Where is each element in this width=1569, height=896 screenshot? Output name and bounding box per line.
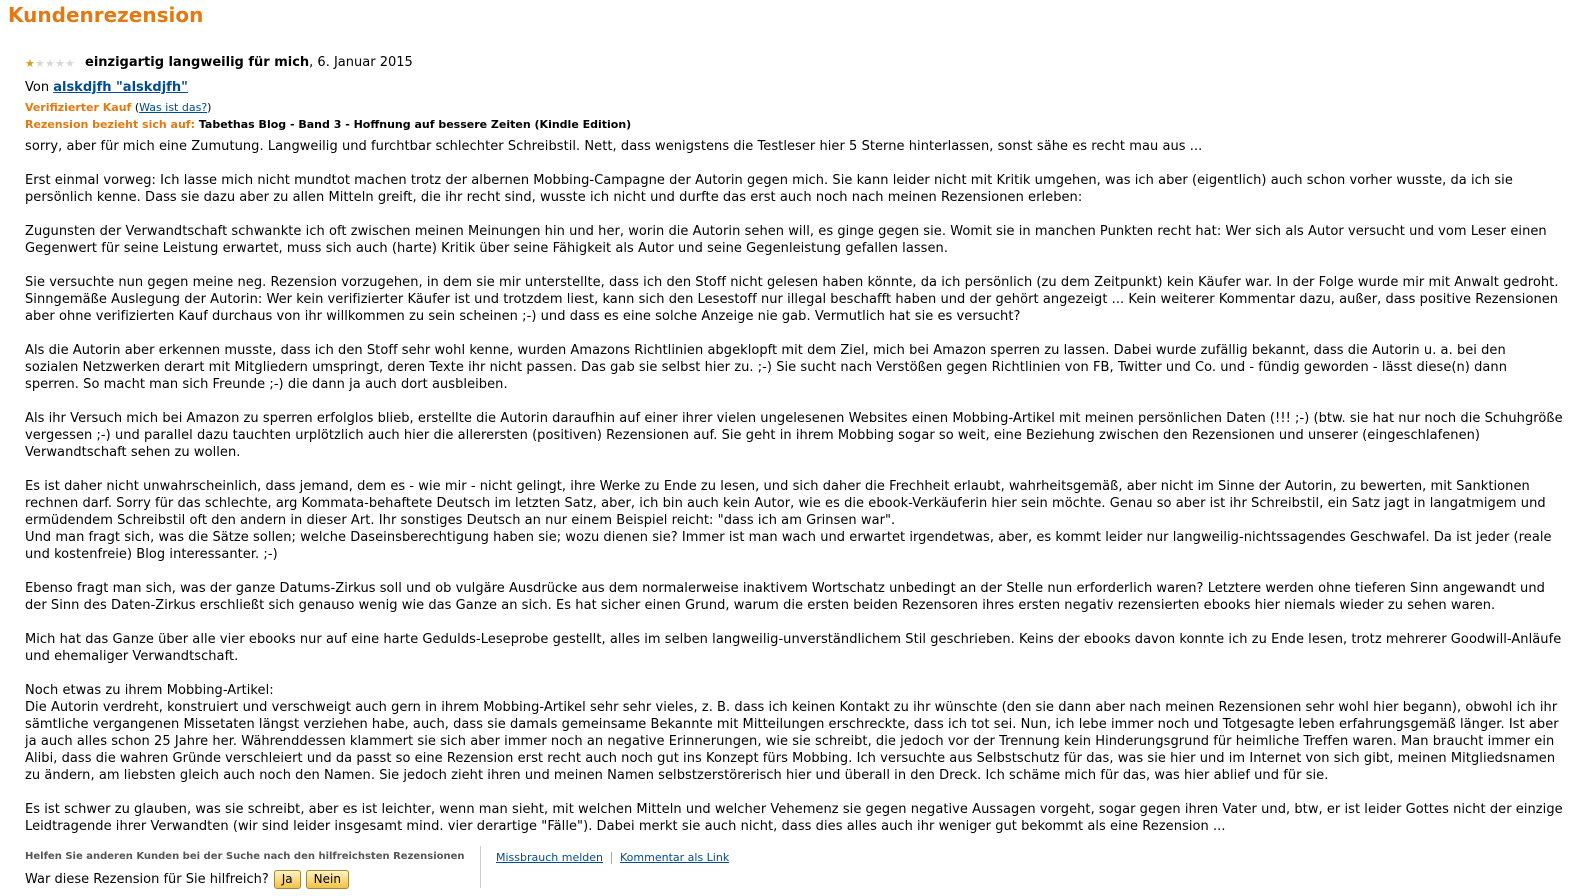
product-name: Tabethas Blog - Band 3 - Hoffnung auf bessere Zeiten (Kindle Edition) xyxy=(198,118,632,131)
review-date: , 6. Januar 2015 xyxy=(309,55,413,70)
paren-open: ( xyxy=(131,101,140,114)
helpful-question: War diese Rezension für Sie hilfreich? xyxy=(25,872,269,887)
by-prefix: Von xyxy=(25,80,54,95)
verified-purchase xyxy=(25,101,1563,118)
separator xyxy=(611,852,612,864)
star-empty-icon: ★ xyxy=(35,57,45,70)
star-empty-icon: ★ xyxy=(65,57,75,70)
star-filled-icon: ★ xyxy=(25,57,35,70)
help-text: Helfen Sie anderen Kunden bei der Suche nach den hilfreichsten Rezensionen xyxy=(25,851,465,862)
star-rating xyxy=(25,58,75,69)
review-actions xyxy=(496,851,729,864)
report-abuse-link[interactable]: Missbrauch melden xyxy=(496,851,604,864)
permalink-link[interactable]: Kommentar als Link xyxy=(620,851,730,864)
review-title: einzigartig langweilig für mich xyxy=(85,55,310,70)
author-line xyxy=(25,80,1563,98)
verified-label: Verifizierter Kauf xyxy=(25,101,132,114)
review-about xyxy=(25,118,1563,135)
what-is-this-link[interactable]: Was ist das? xyxy=(139,101,208,114)
star-empty-icon: ★ xyxy=(45,57,55,70)
review xyxy=(25,55,1563,835)
review-body: sorry, aber für mich eine Zumutung. Langweilig und furchtbar schlechter Schreibstil. Nett, dass wenigstens die Testleser hier 5 Sterne hinterlassen, sonst sähe es recht mau aus ... Erst einmal vorweg: Ich lasse mich nicht mundtot machen trotz der albernen Mobbing-Campagne der Autorin gegen mich. Sie kann leider nicht mit Kritik umgehen, was ich aber (eigentlich) auch schon vorher wusste, da ich sie persönlich kenne. Dass sie dazu aber zu allen Mitteln greift, die ihr recht sind, wusste ich nicht und durfte das erst auch noch nach meinen Rezensionen erleben: Zugunsten der Verwandtschaft schwankte ich oft zwischen meinen Meinungen hin und her, worin die Autorin sehen will, es ginge gegen sie. Womit sie in manchen Punkten recht hat: Wer sich als Autor versucht und vom Leser einen Gegenwert für seine Leistung erwartet, muss sich auch (harte) Kritik über seine Fähigkeit als Autor und seine Gegenleistung gefallen lassen. Sie versuchte nun gegen meine neg. Rezension vorzugehen, in dem sie mir unterstellte, dass ich den Stoff nicht gelesen haben könnte, da ich persönlich (zu dem Zeitpunkt) kein Käufer war. In der Folge wurde mir mit Anwalt gedroht. Sinngemäße Auslegung der Autorin: Wer kein verifizierter Käufer ist und trotzdem liest, kann sich den Lesestoff nur illegal beschafft haben und der gehört angezeigt ... Kein weiterer Kommentar dazu, außer, dass positive Rezensionen aber ohne verifizierten Kauf durchaus von ihr willkommen zu sein scheinen ;-) und dass es eine solche Anzeige nie gab. Vermutlich hat sie es versucht? Als die Autorin aber erkennen musste, dass ich den Stoff sehr wohl kenne, wurden Amazons Richtlinien abgeklopft mit dem Ziel, mich bei Amazon sperren zu lassen. Dabei wurde zufällig bekannt, dass die Autorin u. a. bei den sozialen Netzwerken derart mit Mitgliedern umspringt, deren Texte ihr nicht passen. Das gab sie selbst hier zu. ;-) Sie sucht nach Verstößen gegen Richtlinien von FB, Twitter und Co. und - fündig geworden - lässt diese(n) dann sperren. So macht man sich Freunde ;-) die dann ja auch dort ausbleiben. Als ihr Versuch mich bei Amazon zu sperren erfolglos blieb, erstellte die Autorin daraufhin auf einer ihrer vielen ungelesenen Websites einen Mobbing-Artikel mit meinen persönlichen Daten (!!! ;-) (btw. sie hat nur noch die Schuhgröße vergessen ;-) und parallel dazu tauchten urplötzlich auch hier die allerersten (positiven) Rezensionen auf. Sie geht in ihrem Mobbing sogar so weit, eine Beziehung zwischen den Rezensionen und unserer (eingeschlafenen) Verwandtschaft sehen zu wollen. Es ist daher nicht unwahrscheinlich, dass jemand, dem es - wie mir - nicht gelingt, ihre Werke zu Ende zu lesen, und sich daher die Frechheit erlaubt, wahrheitsgemäß, aber nicht im Sinne der Autorin, zu bewerten, mit Sanktionen rechnen darf. Sorry für das schlechte, arg Kommata-behaftete Deutsch im letzten Satz, aber, ich bin auch kein Autor, wie es die ebook-Verkäuferin hier sein möchte. Genau so aber ist ihr Schreibstil, ein Satz jagt in langatmigem und ermüdendem Schreibstil oft den andern in dieser Art. Ihr sonstiges Deutsch an nur einem Beispiel reicht: "dass ich am Grinsen war". Und man fragt sich, was die Sätze sollen; welche Daseinsberechtigung haben sie; wozu dienen sie? Immer ist man wach und erwartet irgendetwas, aber, es kommt leider nur langweilig-nichtssagendes Geschwafel. Da ist jeder (reale und kostenfreie) Blog interessanter. ;-) Ebenso fragt man sich, was der ganze Datums-Zirkus soll und ob vulgäre Ausdrücke aus dem normalerweise inaktivem Wortschatz unbedingt an der Stelle nun erforderlich waren? Letztere werden ohne tieferen Sinn angewandt und der Sinn des Daten-Zirkus erschließt sich genauso wenig wie das Ganze an sich. Es hat sicher einen Grund, warum die ersten beiden Rezensoren ihres ersten negativ rezensierten ebooks hier niemals wieder zu sehen waren. Mich hat das Ganze über alle vier ebooks nur auf eine harte Gedulds-Leseprobe gestellt, alles im selben langweilig-unverständlichem Stil geschrieben. Keins der ebooks davon konnte ich zu Ende lesen, trotz mehrerer Goodwill-Anläufe und ehemaliger Verwandtschaft. Noch etwas zu ihrem Mobbing-Artikel: Die Autorin verdreht, konstruiert und verschweigt auch gern in ihrem Mobbing-Artikel sehr sehr vieles, z. B. dass ich keinen Kontakt zu ihr wünschte (den sie dann aber nach meinen Rezensionen sehr wohl hier begann), obwohl ich ihr sämtliche vergangenen Missetaten längst verziehen habe, auch, dass sie damals gemeinsame Bekannte mit Mitteilungen erschreckte, dass ich tot sei. Nun, ich lebe immer noch und Totgesagte leben erfahrungsgemäß länger. Ist aber ja auch alles schon 25 Jahre her. Währenddessen klammert sie sich aber immer noch an negative Erinnerungen, wie sie schreibt, die jedoch vor der Trennung kein Hinderungsgrund für heimliche Treffen waren. Man braucht immer ein Alibi, dass die wahren Gründe verschleiert und da passt so eine Rezension erst recht auch noch gut ins Konzept fürs Mobbing. Ich versuchte aus Selbstschutz für das, was sie hier und im Internet von sich gibt, meinen Mitgliedsnamen zu ändern, am liebsten gleich auch noch den Namen. Sie jedoch zieht ihren und meinen Namen selbstzerstörerisch hier und überall in den Dreck. Ich schäme mich für das, was hier ablief und für sie. Es ist schwer zu glauben, was sie schreibt, aber es ist leichter, wenn man sieht, mit welchen Mitteln und welcher Vehemenz sie gegen negative Aussagen vorgeht, sogar gegen ihren Vater und, btw, er ist leider Gottes nicht der einzige Leidtragende ihrer Verwandten (wir sind leider insgesamt mind. vier derartige "Fälle"). Dabei merkt sie auch nicht, dass dies alles auch ihr weniger gut bekommt als eine Rezension ... xyxy=(25,139,1563,834)
review-header xyxy=(25,55,1563,75)
page-title: Kundenrezension xyxy=(8,3,204,27)
star-empty-icon: ★ xyxy=(55,57,65,70)
divider xyxy=(480,846,481,888)
review-footer xyxy=(25,846,1565,894)
author-link[interactable]: alskdjfh "alskdjfh" xyxy=(53,80,188,95)
about-label: Rezension bezieht sich auf: xyxy=(25,118,199,131)
paren-close: ) xyxy=(207,101,212,114)
no-button[interactable]: Nein xyxy=(306,870,349,889)
helpful-vote xyxy=(25,870,349,889)
yes-button[interactable]: Ja xyxy=(274,870,301,889)
